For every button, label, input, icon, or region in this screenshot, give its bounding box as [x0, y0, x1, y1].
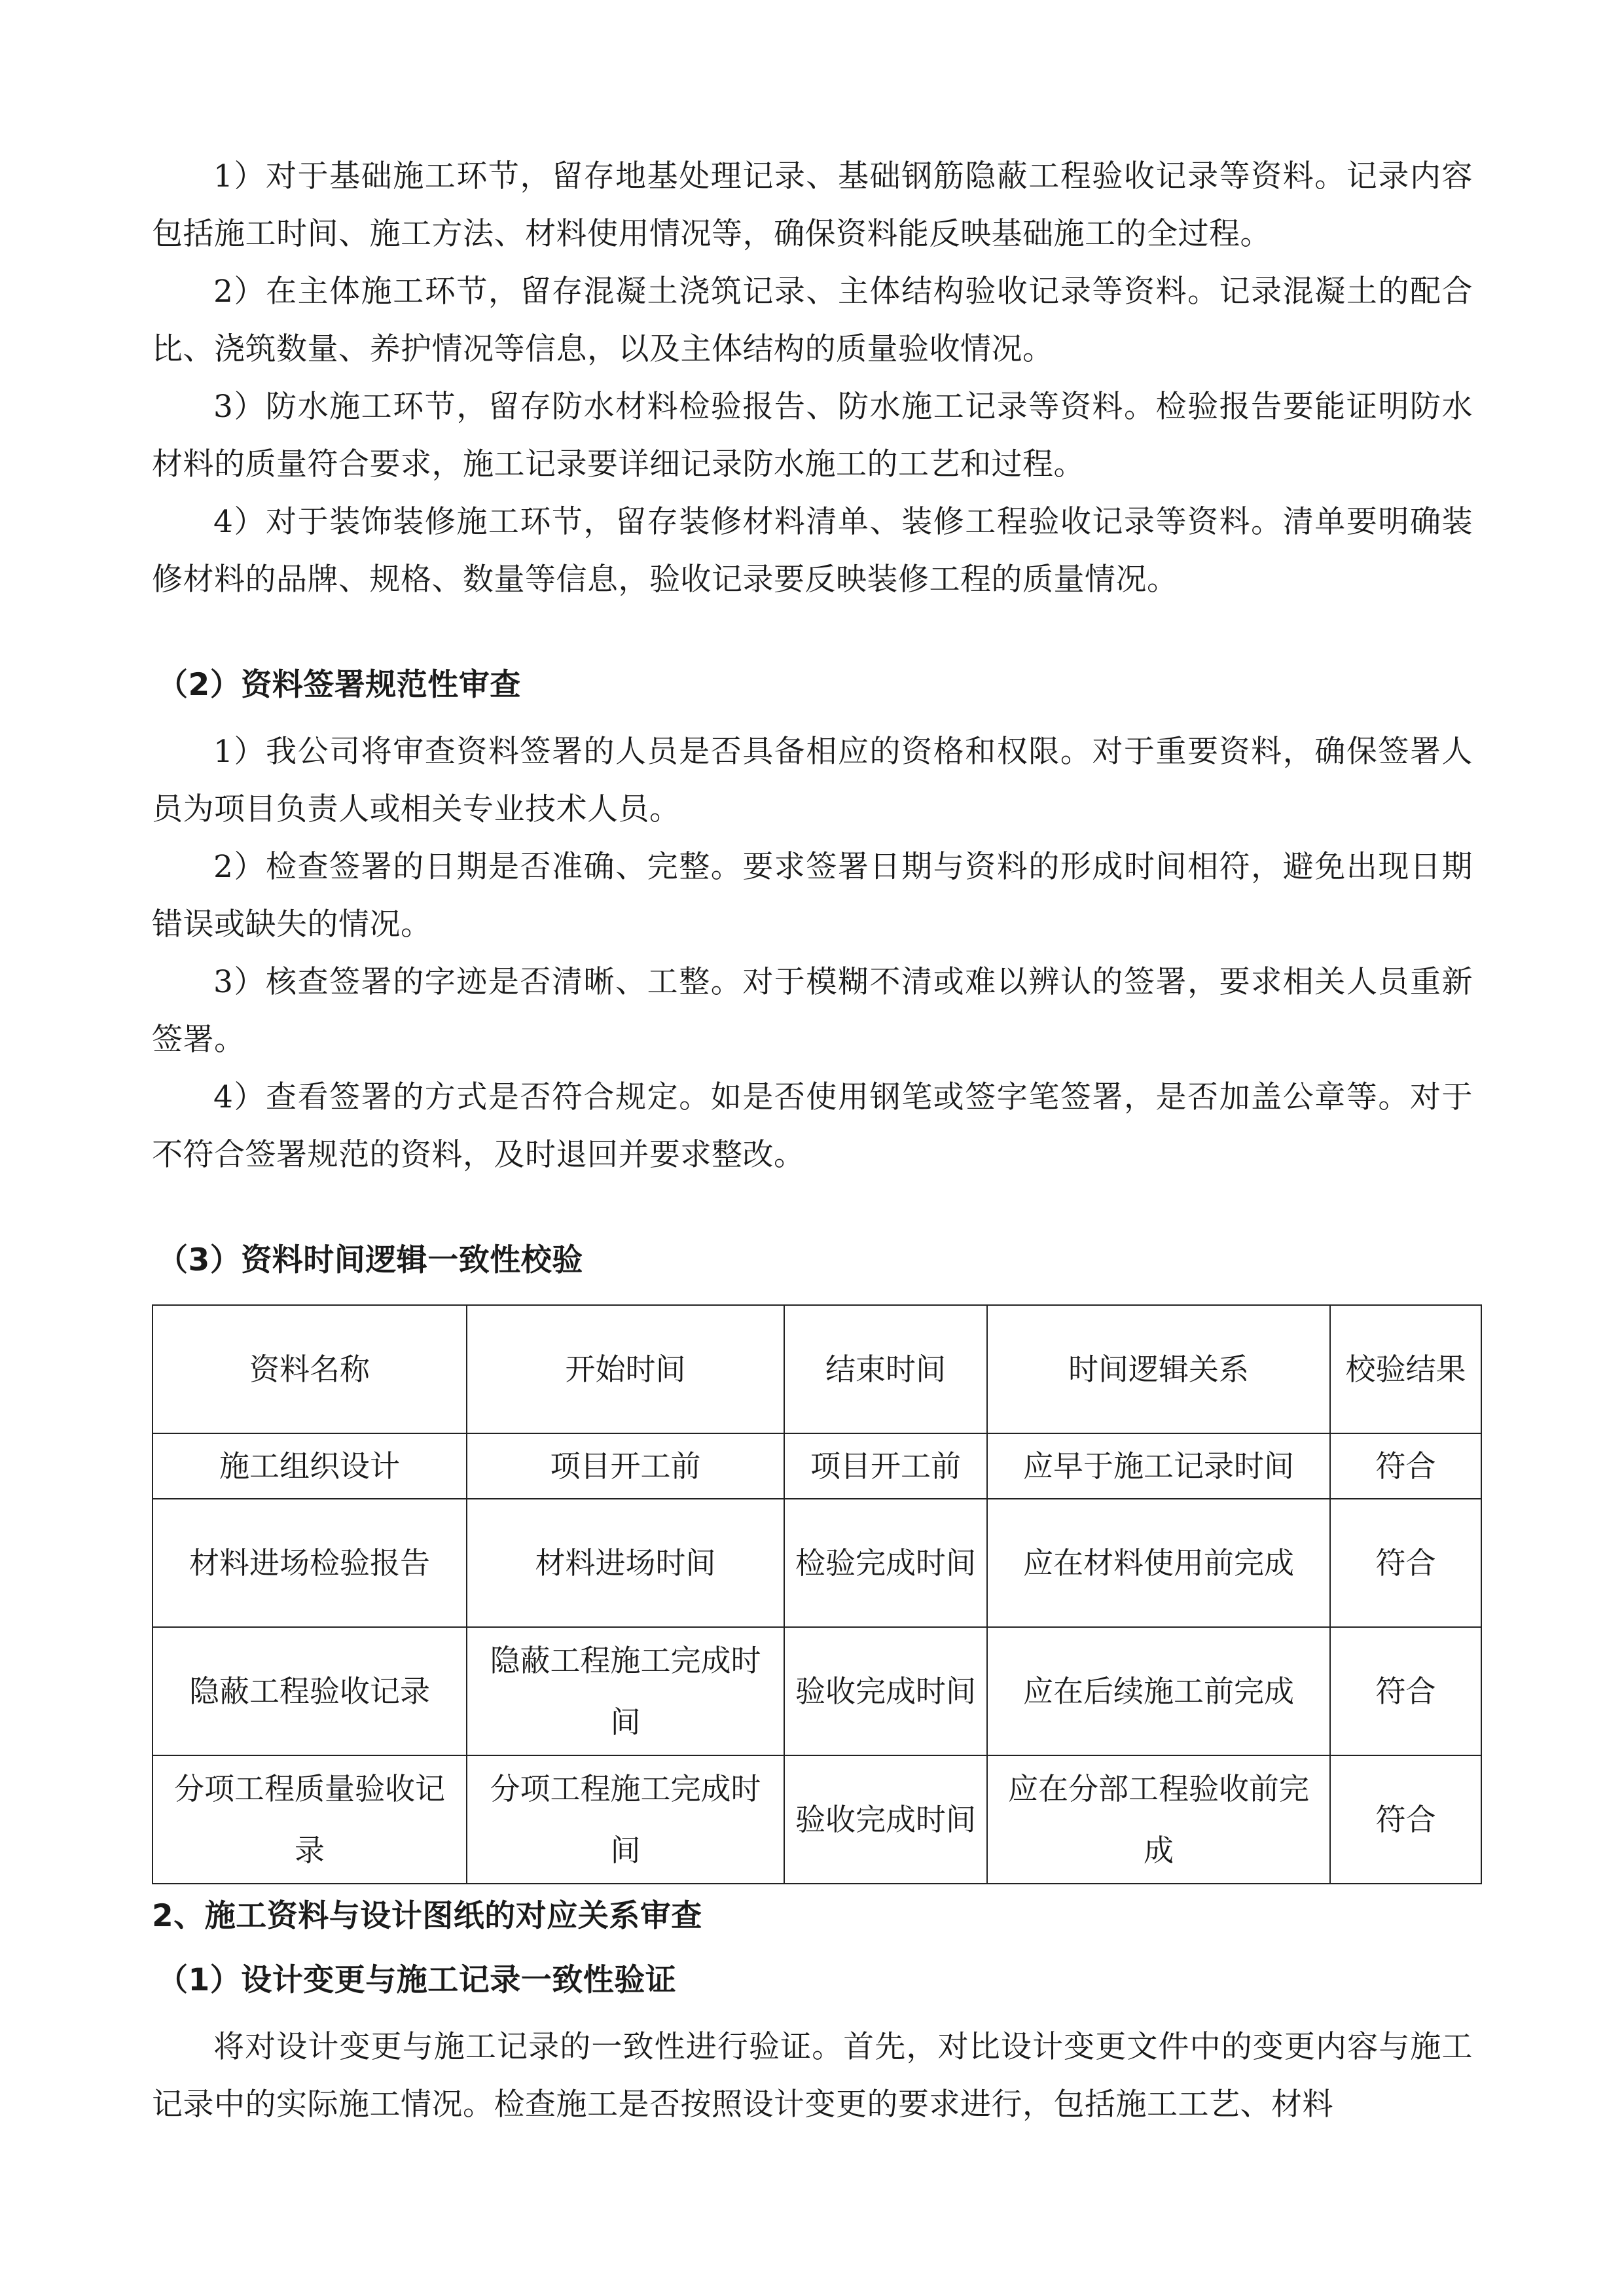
paragraph-signature-date: 2）检查签署的日期是否准确、完整。要求签署日期与资料的形成时间相符，避免出现日期错误或缺失的情况。: [152, 849, 1473, 942]
heading-time-logic-check: （3）资料时间逻辑一致性校验: [157, 1242, 583, 1278]
header-cell-relation: 时间逻辑关系: [987, 1305, 1330, 1433]
paragraph-signature-method: 4）查看签署的方式是否符合规定。如是否使用钢笔或签字笔签署，是否加盖公章等。对于不符合签署规范的资料，及时退回并要求整改。: [152, 1079, 1473, 1173]
table-row: [153, 1627, 1481, 1755]
paragraph-design-change: 将对设计变更与施工记录的一致性进行验证。首先，对比设计变更文件中的变更内容与施工记录中的实际施工情况。检查施工是否按照设计变更的要求进行，包括施工工艺、材料: [152, 2029, 1473, 2123]
table-cell: 材料进场时间: [467, 1499, 784, 1627]
table-cell: 隐蔽工程验收记录: [153, 1627, 467, 1755]
heading-signature-review: （2）资料签署规范性审查: [157, 667, 521, 703]
paragraph-main-structure: 2）在主体施工环节，留存混凝土浇筑记录、主体结构验收记录等资料。记录混凝土的配合比、浇筑数量、养护情况等信息，以及主体结构的质量验收情况。: [152, 274, 1473, 367]
table-cell: 应在材料使用前完成: [987, 1499, 1330, 1627]
table-cell: 分项工程施工完成时间: [467, 1755, 784, 1884]
table-cell: 符合: [1330, 1627, 1481, 1755]
table-cell: 项目开工前: [784, 1433, 987, 1499]
table-row: [153, 1755, 1481, 1884]
paragraph-foundation: 1）对于基础施工环节，留存地基处理记录、基础钢筋隐蔽工程验收记录等资料。记录内容包括施工时间、施工方法、材料使用情况等，确保资料能反映基础施工的全过程。: [152, 158, 1473, 252]
paragraph-decoration: 4）对于装饰装修施工环节，留存装修材料清单、装修工程验收记录等资料。清单要明确装修材料的品牌、规格、数量等信息，验收记录要反映装修工程的质量情况。: [152, 504, 1473, 598]
table-cell: 应早于施工记录时间: [987, 1433, 1330, 1499]
table-cell: 隐蔽工程施工完成时间: [467, 1627, 784, 1755]
header-cell-start: 开始时间: [467, 1305, 784, 1433]
table-cell: 验收完成时间: [784, 1627, 987, 1755]
paragraph-signature-legibility: 3）核查签署的字迹是否清晰、工整。对于模糊不清或难以辨认的签署，要求相关人员重新签署。: [152, 964, 1473, 1058]
heading-design-change-verification: （1）设计变更与施工记录一致性验证: [157, 1962, 677, 1998]
paragraph-waterproofing: 3）防水施工环节，留存防水材料检验报告、防水施工记录等资料。检验报告要能证明防水材料的质量符合要求，施工记录要详细记录防水施工的工艺和过程。: [152, 389, 1473, 482]
table-cell: 验收完成时间: [784, 1755, 987, 1884]
table-cell: 符合: [1330, 1755, 1481, 1884]
table-cell: 检验完成时间: [784, 1499, 987, 1627]
header-cell-result: 校验结果: [1330, 1305, 1481, 1433]
table-cell: 符合: [1330, 1433, 1481, 1499]
table-cell: 符合: [1330, 1499, 1481, 1627]
table-cell: 施工组织设计: [153, 1433, 467, 1499]
table-cell: 应在分部工程验收前完成: [987, 1755, 1330, 1884]
table-row: [153, 1499, 1481, 1627]
header-cell-end: 结束时间: [784, 1305, 987, 1433]
table-cell: 材料进场检验报告: [153, 1499, 467, 1627]
table-cell: 分项工程质量验收记录: [153, 1755, 467, 1884]
paragraph-signer-qualification: 1）我公司将审查资料签署的人员是否具备相应的资格和权限。对于重要资料，确保签署人员为项目负责人或相关专业技术人员。: [152, 734, 1473, 827]
table-cell: 项目开工前: [467, 1433, 784, 1499]
table-row: [153, 1433, 1481, 1499]
header-cell-name: 资料名称: [153, 1305, 467, 1433]
time-logic-table: [152, 1304, 1482, 1884]
heading-drawing-correspondence: 2、施工资料与设计图纸的对应关系审查: [152, 1898, 702, 1934]
table-cell: 应在后续施工前完成: [987, 1627, 1330, 1755]
table-header-row: [153, 1305, 1481, 1433]
